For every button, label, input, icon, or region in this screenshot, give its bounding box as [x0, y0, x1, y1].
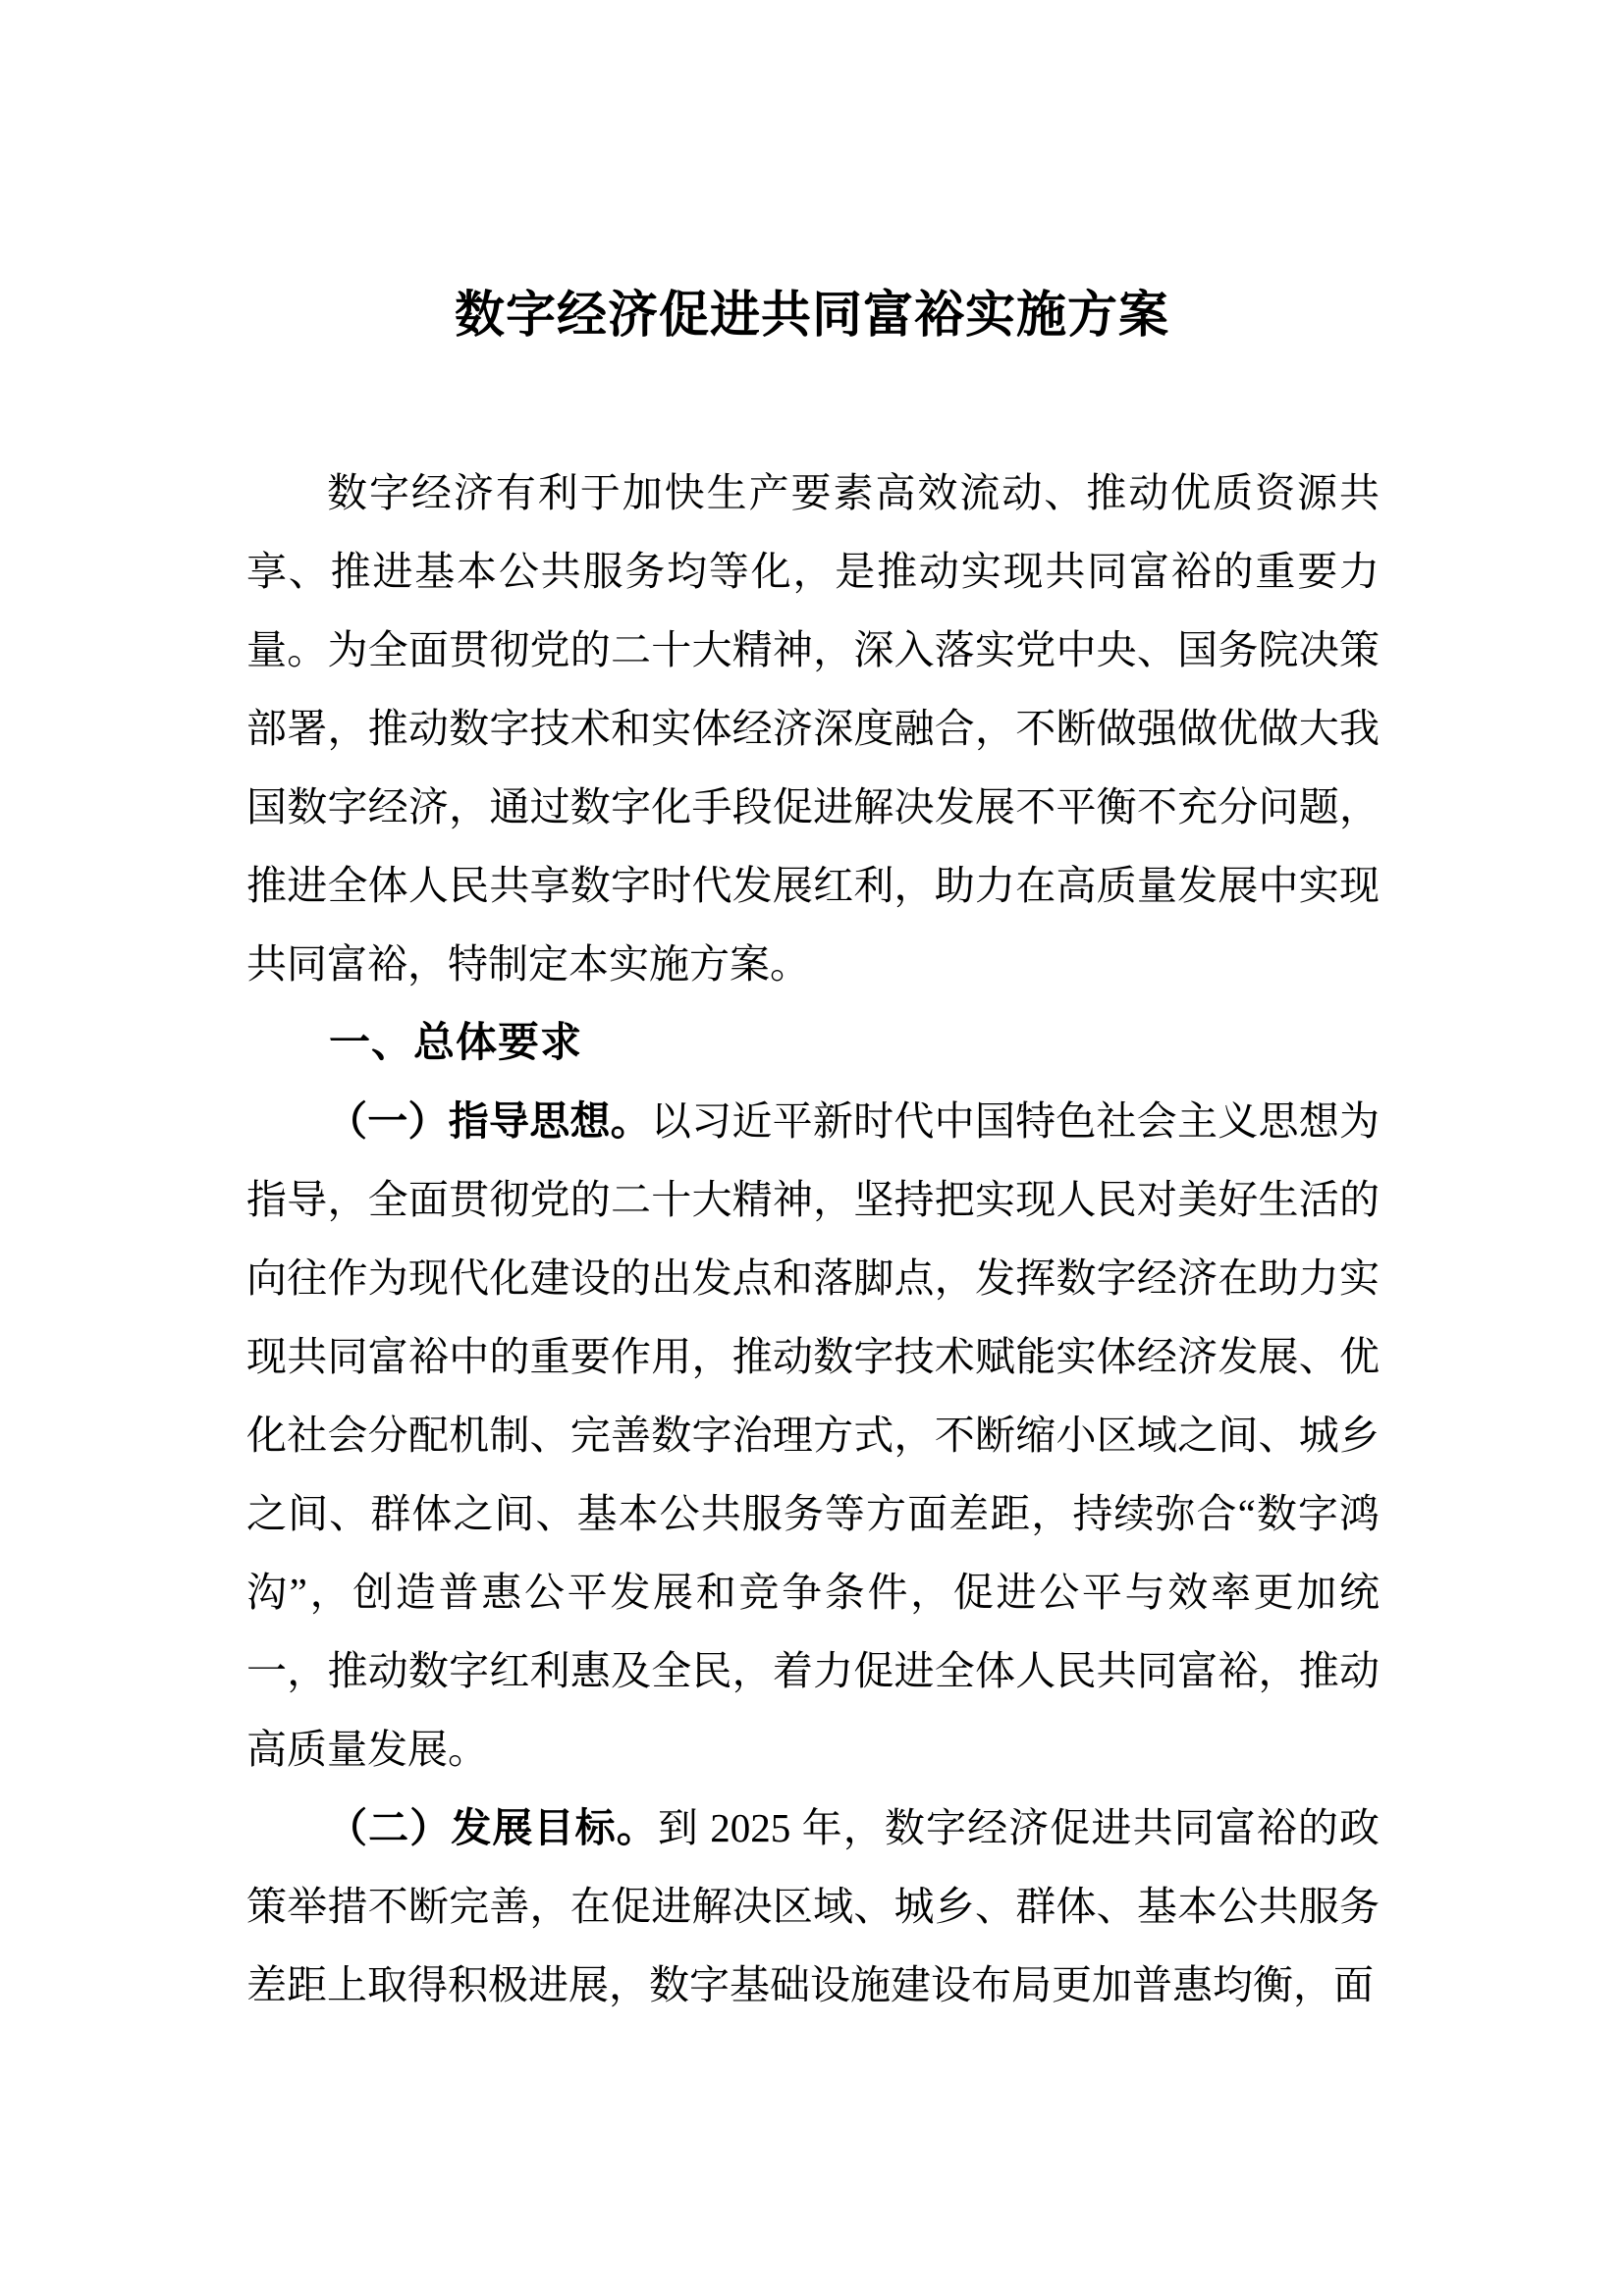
guiding-ideology-text: 以习近平新时代中国特色社会主义思想为指导，全面贯彻党的二十大精神，坚持把实现人民对美好生活的向往作为现代化建设的出发点和落脚点，发挥数字经济在助力实现共同富裕中的重要作用，推动数字技术赋能实体经济发展、优化社会分配机制、完善数字治理方式，不断缩小区域之间、城乡之间、群体之间、基本公共服务等方面差距，持续弥合“数字鸿沟”，创造普惠公平发展和竞争条件，促进公平与效率更加统一，推动数字红利惠及全民，着力促进全体人民共同富裕，推动高质量发展。: [246, 1097, 1380, 1772]
guiding-ideology-paragraph: [246, 1082, 1380, 1789]
intro-paragraph: 数字经济有利于加快生产要素高效流动、推动优质资源共享、推进基本公共服务均等化，是推动实现共同富裕的重要力量。为全面贯彻党的二十大精神，深入落实党中央、国务院决策部署，推动数字技术和实体经济深度融合，不断做强做优做大我国数字经济，通过数字化手段促进解决发展不平衡不充分问题，推进全体人民共享数字时代发展红利，助力在高质量发展中实现共同富裕，特制定本实施方案。: [246, 469, 1380, 987]
document-title: 数字经济促进共同富裕实施方案: [454, 289, 1169, 344]
development-goals-text: 到 2025 年，数字经济促进共同富裕的政策举措不断完善，在促进解决区域、城乡、群体、基本公共服务差距上取得积极进展，数字基础设施建设布局更加普惠均衡，面: [246, 1804, 1380, 2007]
section-heading-overall-requirements: 一、总体要求: [329, 1018, 583, 1065]
document-body: [246, 454, 1380, 2024]
guiding-ideology-lead: （一）指导思想。: [327, 1097, 651, 1144]
development-goals-paragraph: [246, 1789, 1380, 2024]
development-goals-lead: （二）发展目标。: [327, 1804, 658, 1850]
